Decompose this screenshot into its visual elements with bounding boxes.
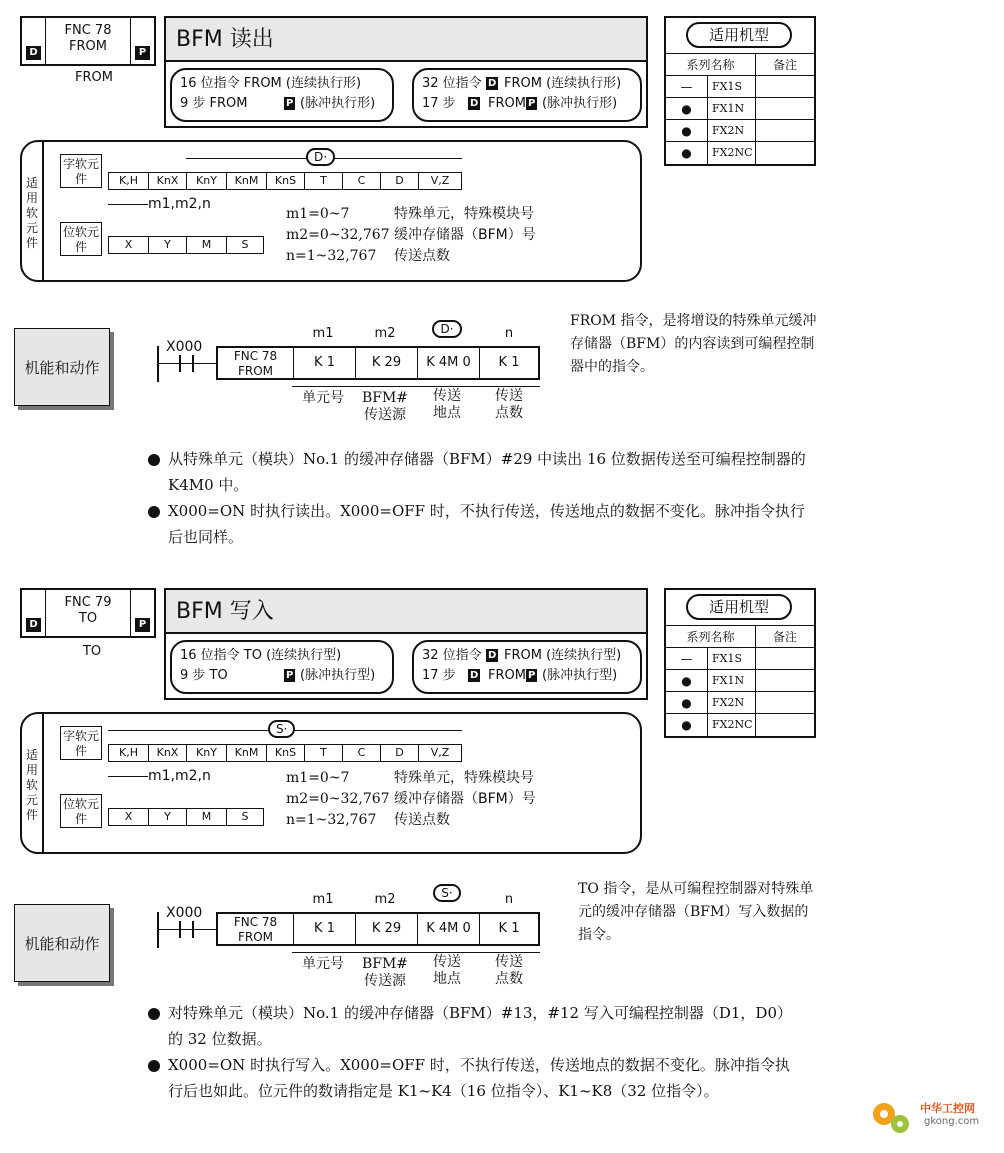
pill-16bit [170,640,394,694]
word-device-label: 字软元件 [60,726,102,760]
model-row: ● FX1N [666,98,814,120]
pill32-line1a: 32 位指令 [422,76,482,91]
op-head: S· [433,884,460,902]
operand-panel [20,140,642,282]
pill32-p-flag: P [528,98,536,109]
bullet-item: X000=ON 时执行读出。X000=OFF 时，不执行传送，传送地点的数据不变化。脉冲指令执行后也同样。 [146,498,806,550]
model-table [664,16,816,166]
description: TO 指令，是从可编程控制器对特殊单元的缓冲存储器（BFM）写入数据的指令。 [578,881,814,943]
flag-p: P [135,46,150,60]
pill32-line1b: FROM (连续执行形) [504,76,622,91]
page-title: BFM 写入 [166,590,646,634]
model-row: ● FX2NC [666,714,814,736]
under-label: 传送 点数 [495,388,523,421]
model-title: 适用机型 [686,594,792,620]
op-head: m2 [374,326,396,341]
under-label: BFM# 传送源 [361,956,409,989]
instruction-box: FNC 78 FROM K 1 K 29 K 4M 0 K 1 [216,912,540,946]
bullet-item: 对特殊单元（模块）No.1 的缓冲存储器（BFM）#13，#12 写入可编程控制器（D1，D0）的 32 位数据。 [146,1000,796,1052]
range-label: m1,m2,n [148,768,211,784]
model-header-series: 系列名称 [666,54,756,75]
bullet-item: X000=ON 时执行写入。X000=OFF 时，不执行传送，传送地点的数据不变化。脉冲指令执行后也如此。位元件的数请指定是 K1~K4（16 位指令）、K1~K8（32 位指令）。 [146,1052,796,1104]
pill32-line1a: 32 位指令 [422,648,482,663]
title-box [164,16,648,128]
pill-16bit [170,68,394,122]
bullet-item: 从特殊单元（模块）No.1 的缓冲存储器（BFM）#29 中读出 16 位数据传送至可编程控制器的 K4M0 中。 [146,446,806,498]
op-head: D· [432,320,461,338]
operand-label: D· [306,148,335,166]
fnc-mnemonic: FROM [69,39,107,54]
flag-p: P [135,618,150,632]
fnc-code: FNC 79 [64,595,112,610]
operand-panel [20,712,642,854]
watermark-line2: gkong.com [924,1116,980,1127]
contact-label: X000 [166,905,203,921]
param-list: m1=0~7 特殊单元，特殊模块号 m2=0~32,767 缓冲存储器（BFM）号 n=1~32,767 传送点数 [286,770,536,828]
operand-label: S· [268,720,295,738]
pill16-line1: 16 位指令 TO (连续执行型) [180,648,342,663]
under-label: BFM# 传送源 [361,390,409,423]
bit-device-cells: X Y M S [108,808,264,826]
fnc-mnemonic: TO [78,611,98,626]
pill32-tail: (脉冲执行型) [542,668,618,683]
function-action-label: 机能和动作 [14,328,110,406]
pill32-line1b: FROM (连续执行型) [504,648,622,663]
pill16-line2: 9 步 FROM [180,96,248,111]
contact-label: X000 [166,339,203,355]
fnc-name-below: TO [82,644,102,659]
pill32-line2a: 17 步 [422,668,456,683]
under-label: 单元号 [302,956,344,972]
description: FROM 指令，是将增设的特殊单元缓冲存储器（BFM）的内容读到可编程控制器中的指令。 [570,313,817,375]
under-label: 传送 点数 [495,954,523,987]
model-row: ● FX2N [666,120,814,142]
instruction-box: FNC 78 FROM K 1 K 29 K 4M 0 K 1 [216,346,540,380]
under-label: 传送 地点 [433,388,461,421]
under-label: 单元号 [302,390,344,406]
pill16-p-flag: P [286,670,294,681]
range-label: m1,m2,n [148,196,211,212]
fnc-box [20,588,156,638]
under-label: 传送 地点 [433,954,461,987]
flag-d: D [26,46,41,60]
bit-device-label: 位软元件 [60,222,102,256]
bit-device-cells: X Y M S [108,236,264,254]
word-device-cells: K,H KnX KnY KnM KnS T C D V,Z [108,172,462,190]
pill-32bit [412,68,642,122]
pill32-d-flag2: D [470,670,479,681]
model-row: ● FX2N [666,692,814,714]
op-head: m1 [312,326,334,341]
model-header-note: 备注 [772,58,797,72]
bullet-list [146,446,806,550]
pill16-tail: (脉冲执行型) [300,668,376,683]
side-label: 适用软元件 [22,714,44,852]
word-device-cells: K,H KnX KnY KnM KnS T C D V,Z [108,744,462,762]
pill32-line2b: FROM [488,96,526,111]
watermark-line1: 中华工控网 [920,1102,975,1115]
op-head: n [504,892,514,907]
pill16-line1: 16 位指令 FROM (连续执行形) [180,76,362,91]
pill32-d-flag: D [488,650,497,661]
model-header-series: 系列名称 [666,626,756,647]
fnc-name-below: FROM [75,70,113,85]
page-title: BFM 读出 [166,18,646,62]
function-action-label: 机能和动作 [14,904,110,982]
model-header-note: 备注 [772,630,797,644]
pill16-p-flag: P [286,98,294,109]
bullet-list [146,1000,796,1104]
pill32-d-flag2: D [470,98,479,109]
fnc-box [20,16,156,66]
title-box [164,588,648,700]
pill16-line2: 9 步 TO [180,668,228,683]
side-label: 适用软元件 [22,142,44,280]
model-row: ● FX2NC [666,142,814,164]
pill32-p-flag: P [528,670,536,681]
gear-icon [868,1094,914,1138]
watermark-logo [868,1094,998,1138]
pill32-tail: (脉冲执行形) [542,96,618,111]
fnc-code: FNC 78 [64,23,112,38]
flag-d: D [26,618,41,632]
pill32-line2a: 17 步 [422,96,456,111]
pill16-tail: (脉冲执行形) [300,96,376,111]
model-title: 适用机型 [686,22,792,48]
bit-device-label: 位软元件 [60,794,102,828]
model-row: — FX1S [666,76,814,98]
op-head: m2 [374,892,396,907]
pill32-d-flag: D [488,78,497,89]
param-list: m1=0~7 特殊单元，特殊模块号 m2=0~32,767 缓冲存储器（BFM）号 n=1~32,767 传送点数 [286,206,536,264]
op-head: m1 [312,892,334,907]
model-row: — FX1S [666,648,814,670]
word-device-label: 字软元件 [60,154,102,188]
pill32-line2b: FROM [488,668,526,683]
op-head: n [504,326,514,341]
pill-32bit [412,640,642,694]
model-table [664,588,816,738]
model-row: ● FX1N [666,670,814,692]
